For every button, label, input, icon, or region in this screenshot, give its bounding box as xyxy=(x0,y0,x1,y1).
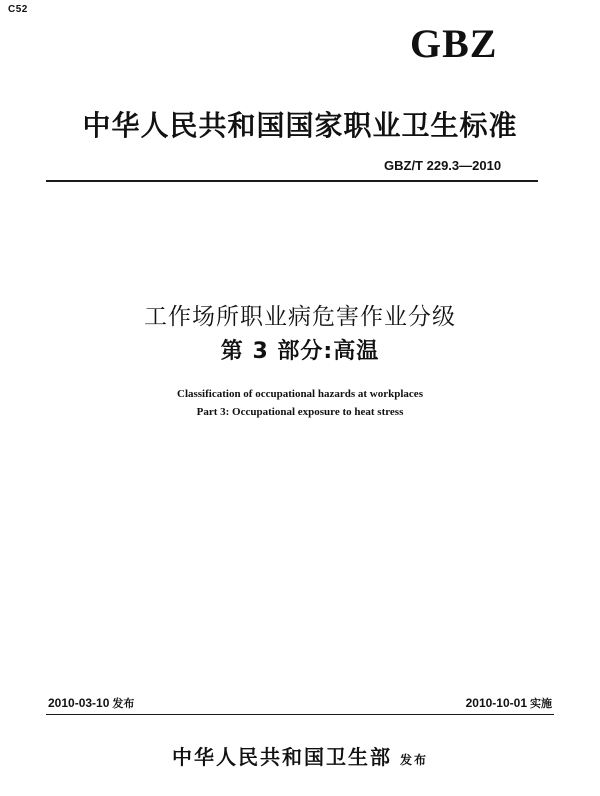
publish-label: 发布 xyxy=(112,697,135,710)
ics-code: C52 xyxy=(8,4,28,15)
title-chinese-line2: 第 3 部分:高温 xyxy=(220,339,380,364)
implement-label: 实施 xyxy=(530,697,552,710)
issuer-block xyxy=(0,741,600,770)
standard-number: GBZ/T 229.3—2010 xyxy=(384,158,502,173)
footer-divider xyxy=(46,714,554,715)
title-english-line1: Classification of occupational hazards at workplaces xyxy=(177,388,423,400)
issuer-label: 发布 xyxy=(399,753,428,767)
header-divider xyxy=(46,180,538,182)
publish-date-block xyxy=(48,695,134,711)
title-chinese-line1: 工作场所职业病危害作业分级 xyxy=(144,304,456,330)
gbz-logo: GBZ xyxy=(410,21,498,66)
implement-date: 2010-10-01 xyxy=(465,696,527,710)
publish-date: 2010-03-10 xyxy=(48,696,110,710)
implement-date-block xyxy=(466,695,552,711)
issuer-name: 中华人民共和国卫生部 xyxy=(171,745,392,769)
standard-title: 中华人民共和国国家职业卫生标准 xyxy=(82,109,518,142)
title-english-line2: Part 3: Occupational exposure to heat stress xyxy=(196,406,404,418)
